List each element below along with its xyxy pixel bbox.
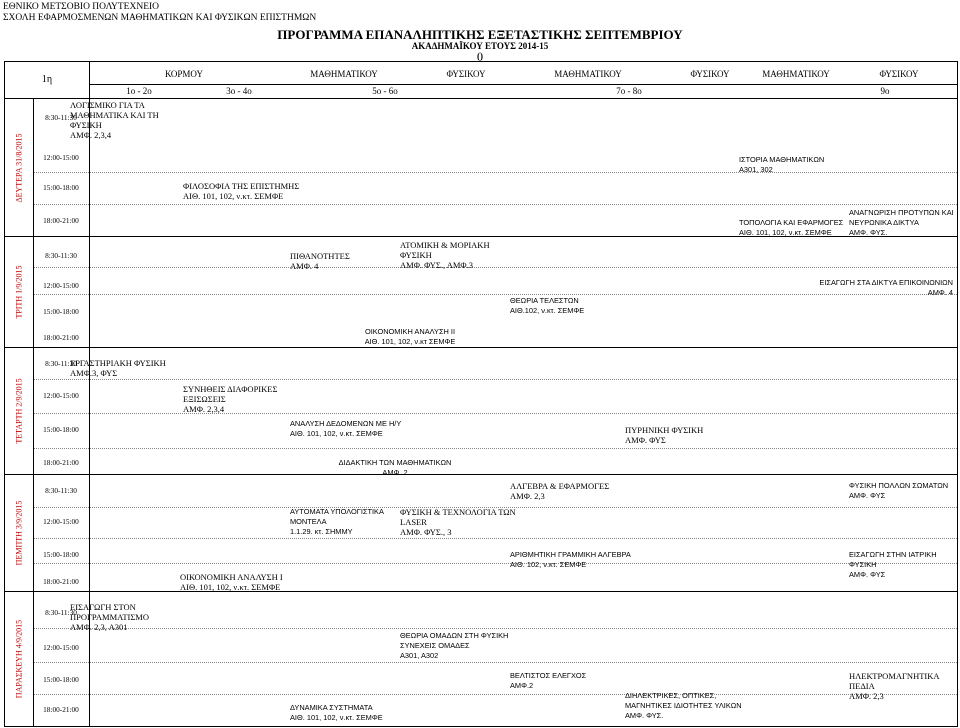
time-slot: 8:30-11:30: [45, 608, 77, 617]
day-label-text: ΤΕΤΑΡΤΗ 2/9/2015: [14, 378, 24, 444]
track-header: ΜΑΘΗΜΑΤΙΚΟΥ: [762, 69, 830, 79]
university-name: ΕΘΝΙΚΟ ΜΕΤΣΟΒΙΟ ΠΟΛΥΤΕΧΝΕΙΟ: [3, 2, 160, 12]
semester-header: 7ο - 8ο: [616, 86, 642, 96]
course-entry: ΟΙΚΟΝΟΜΙΚΗ ΑΝΑΛΥΣΗ ΙΙ ΑΙΘ. 101, 102, ν.κτ ΣΕΜΦΕ: [364, 327, 456, 346]
time-slot: 15:00-18:00: [43, 425, 79, 434]
header-corner: 1η: [41, 74, 53, 85]
time-slot: 18:00-21:00: [43, 216, 79, 225]
course-entry: ΟΙΚΟΝΟΜΙΚΗ ΑΝΑΛΥΣΗ Ι ΑΙΘ. 101, 102, ν.κτ. ΣΕΜΦΕ: [180, 572, 283, 592]
time-slot: 12:00-15:00: [43, 517, 79, 526]
course-entry: ΕΡΓΑΣΤΗΡΙΑΚΗ ΦΥΣΙΚΗ ΑΜΦ.3, ΦΥΣ: [70, 358, 166, 378]
course-entry: ΑΡΙΘΜΗΤΙΚΗ ΓΡΑΜΜΙΚΗ ΑΛΓΕΒΡΑ ΑΙΘ. 102, ν.κτ. ΣΕΜΦΕ: [510, 550, 631, 569]
day-label-friday: [5, 592, 33, 726]
day-label-wednesday: [5, 348, 33, 474]
course-entry: ΑΛΓΕΒΡΑ & ΕΦΑΡΜΟΓΕΣ ΑΜΦ. 2,3: [510, 481, 610, 501]
day-label-tuesday: [5, 237, 33, 347]
page-subtitle: ΑΚΑΔΗΜΑΪΚΟΥ ΕΤΟΥΣ 2014-15: [411, 41, 549, 51]
day-label-text: ΠΑΡΑΣΚΕΥΗ 4/9/2015: [14, 619, 24, 699]
course-entry: ΘΕΩΡΙΑ ΤΕΛΕΣΤΩΝ ΑΙΘ.102, ν.κτ. ΣΕΜΦΕ: [510, 296, 585, 315]
course-entry: ΦΙΛΟΣΟΦΙΑ ΤΗΣ ΕΠΙΣΤΗΜΗΣ ΑΙΘ. 101, 102, ν.κτ. ΣΕΜΦΕ: [183, 181, 300, 201]
slot-divider: [33, 379, 957, 380]
track-divider: [89, 84, 957, 85]
day-column-divider: [33, 98, 34, 726]
slot-divider: [33, 563, 957, 564]
header-divider: [5, 98, 957, 99]
day-label-thursday: [5, 475, 33, 591]
time-slot: 8:30-11:30: [45, 251, 77, 260]
course-entry: ΦΥΣΙΚΗ & ΤΕΧΝΟΛΟΓΙΑ ΤΩΝ LASER ΑΜΦ. ΦΥΣ., 3: [400, 507, 516, 537]
time-slot: 8:30-11:30: [45, 113, 77, 122]
exam-schedule-table: [4, 61, 958, 727]
track-header: ΜΑΘΗΜΑΤΙΚΟΥ: [310, 69, 378, 79]
time-slot: 18:00-21:00: [43, 458, 79, 467]
slot-divider: [33, 413, 957, 414]
page-note: (): [477, 51, 483, 61]
school-name: ΣΧΟΛΗ ΕΦΑΡΜΟΣΜΕΝΩΝ ΜΑΘΗΜΑΤΙΚΩΝ ΚΑΙ ΦΥΣΙΚΩΝ ΕΠΙΣΤΗΜΩΝ: [3, 13, 317, 23]
time-slot: 15:00-18:00: [43, 307, 79, 316]
time-slot: 18:00-21:00: [43, 333, 79, 342]
course-entry: ΘΕΩΡΙΑ ΟΜΑΔΩΝ ΣΤΗ ΦΥΣΙΚΗ ΣΥΝΕΧΕΙΣ ΟΜΑΔΕΣ Α301, Α302: [400, 631, 509, 660]
course-entry: ΕΙΣΑΓΩΓΗ ΣΤΟΝ ΠΡΟΓΡΑΜΜΑΤΙΣΜΟ ΑΜΦ. 2,3, Α301: [70, 602, 149, 632]
course-entry: ΣΥΝΗΘΕΙΣ ΔΙΑΦΟΡΙΚΕΣ ΕΞΙΣΩΣΕΙΣ ΑΜΦ. 2,3,4: [183, 384, 278, 414]
course-entry: ΑΝΑΓΝΩΡΙΣΗ ΠΡΟΤΥΠΩΝ ΚΑΙ ΝΕΥΡΩΝΙΚΑ ΔΙΚΤΥΑ ΑΜΦ. ΦΥΣ.: [849, 208, 954, 237]
course-entry: ΤΟΠΟΛΟΓΙΑ ΚΑΙ ΕΦΑΡΜΟΓΕΣ ΑΙΘ. 101, 102, ν.κτ. ΣΕΜΦΕ: [739, 218, 844, 237]
page-title: ΠΡΟΓΡΑΜΜΑ ΕΠΑΝΑΛΗΠΤΙΚΗΣ ΕΞΕΤΑΣΤΙΚΗΣ ΣΕΠΤΕΜΒΡΙΟΥ: [277, 27, 683, 42]
track-header: ΦΥΣΙΚΟΥ: [446, 69, 486, 79]
semester-header: 3ο - 4ο: [226, 86, 252, 96]
course-entry: ΑΥΤΟΜΑΤΑ ΥΠΟΛΟΓΙΣΤΙΚΑ ΜΟΝΤΕΛΑ 1.1.29. κτ. ΣΗΜΜΥ: [290, 507, 384, 536]
course-entry: ΗΛΕΚΤΡΟΜΑΓΝΗΤΙΚΑ ΠΕΔΙΑ ΑΜΦ. 2,3: [849, 671, 940, 701]
course-entry: ΔΥΝΑΜΙΚΑ ΣΥΣΤΗΜΑΤΑ ΑΙΘ. 101, 102, ν.κτ. ΣΕΜΦΕ: [290, 703, 383, 722]
slot-divider: [33, 538, 957, 539]
course-entry: ΔΙΗΛΕΚΤΡΙΚΕΣ, ΟΠΤΙΚΕΣ, ΜΑΓΝΗΤΙΚΕΣ ΙΔΙΟΤΗΤΕΣ ΥΛΙΚΩΝ ΑΜΦ. ΦΥΣ.: [625, 691, 742, 720]
track-header: ΦΥΣΙΚΟΥ: [690, 69, 730, 79]
time-slot: 12:00-15:00: [43, 153, 79, 162]
time-slot: 12:00-15:00: [43, 391, 79, 400]
day-divider: [5, 474, 957, 475]
slot-divider: [33, 204, 957, 205]
course-entry: ΠΙΘΑΝΟΤΗΤΕΣ ΑΜΦ. 4: [290, 251, 350, 271]
slot-divider: [33, 662, 957, 663]
time-slot: 15:00-18:00: [43, 550, 79, 559]
course-entry: ΒΕΛΤΙΣΤΟΣ ΕΛΕΓΧΟΣ ΑΜΦ.2: [510, 671, 587, 690]
course-entry: ΦΥΣΙΚΗ ΠΟΛΛΩΝ ΣΩΜΑΤΩΝ ΑΜΦ. ΦΥΣ: [849, 481, 949, 500]
track-header: ΜΑΘΗΜΑΤΙΚΟΥ: [554, 69, 622, 79]
day-divider: [5, 347, 957, 348]
time-slot: 12:00-15:00: [43, 643, 79, 652]
time-slot: 18:00-21:00: [43, 705, 79, 714]
day-label-text: ΤΡΙΤΗ 1/9/2015: [14, 265, 24, 319]
time-slot: 18:00-21:00: [43, 577, 79, 586]
day-label-text: ΠΕΜΠΤΗ 3/9/2015: [14, 500, 24, 566]
course-entry: ΑΝΑΛΥΣΗ ΔΕΔΟΜΕΝΩΝ ΜΕ Η/Υ ΑΙΘ. 101, 102, ν.κτ. ΣΕΜΦΕ: [290, 419, 402, 438]
slot-divider: [33, 448, 957, 449]
day-label-monday: [5, 99, 33, 236]
semester-header: 5ο - 6ο: [372, 86, 398, 96]
track-header: ΦΥΣΙΚΟΥ: [879, 69, 919, 79]
day-divider: [5, 591, 957, 592]
course-entry: ΑΤΟΜΙΚΗ & ΜΟΡΙΑΚΗ ΦΥΣΙΚΗ ΑΜΦ. ΦΥΣ., ΑΜΦ.3: [400, 240, 490, 270]
course-entry: ΔΙΔΑΚΤΙΚΗ ΤΩΝ ΜΑΘΗΜΑΤΙΚΩΝ ΑΜΦ. 2: [338, 458, 452, 477]
slot-divider: [33, 694, 957, 695]
course-entry: ΛΟΓΙΣΜΙΚΟ ΓΙΑ ΤΑ ΜΑΘΗΜΑΤΙΚΑ ΚΑΙ ΤΗ ΦΥΣΙΚΗ ΑΜΦ. 2,3,4: [70, 100, 159, 140]
course-entry: ΕΙΣΑΓΩΓΗ ΣΤΗΝ ΙΑΤΡΙΚΗ ΦΥΣΙΚΗ ΑΜΦ. ΦΥΣ: [849, 550, 937, 579]
semester-header: 9ο: [880, 86, 890, 96]
track-header: ΚΟΡΜΟΥ: [165, 69, 203, 79]
course-entry: ΕΙΣΑΓΩΓΗ ΣΤΑ ΔΙΚΤΥΑ ΕΠΙΚΟΙΝΩΝΙΩΝ ΑΜΦ. 4: [819, 278, 953, 297]
course-entry: ΠΥΡΗΝΙΚΗ ΦΥΣΙΚΗ ΑΜΦ. ΦΥΣ: [625, 425, 704, 445]
time-slot: 8:30-11:30: [45, 359, 77, 368]
time-slot: 15:00-18:00: [43, 675, 79, 684]
time-slot: 8:30-11:30: [45, 486, 77, 495]
semester-header: 1ο - 2ο: [126, 86, 152, 96]
time-slot: 15:00-18:00: [43, 183, 79, 192]
time-slot: 12:00-15:00: [43, 281, 79, 290]
course-entry: ΙΣΤΟΡΙΑ ΜΑΘΗΜΑΤΙΚΩΝ Α301, 302: [739, 155, 825, 174]
day-label-text: ΔΕΥΤΕΡΑ 31/8/2015: [14, 132, 24, 203]
